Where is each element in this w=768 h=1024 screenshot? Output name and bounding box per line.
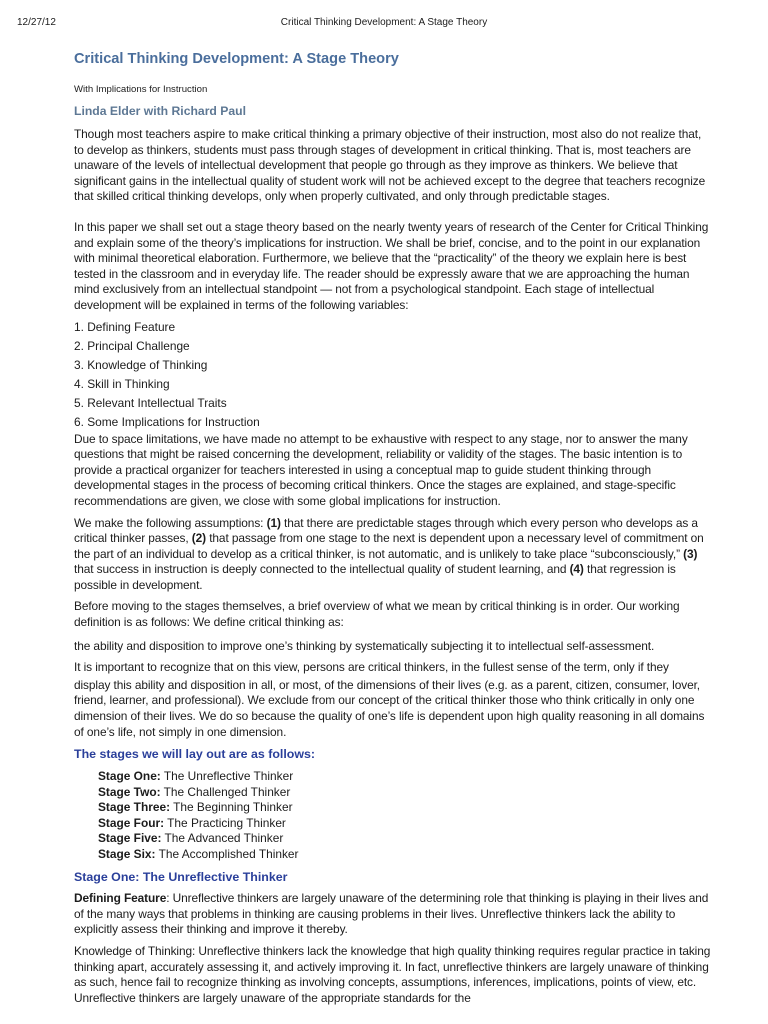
recognition-paragraph: It is important to recognize that on this view, persons are critical thinkers, in the fullest sense of the term, only if they — [74, 660, 669, 675]
assumptions-paragraph — [74, 516, 714, 594]
limitations-paragraph: Due to space limitations, we have made no attempt to be exhaustive with respect to any stage, nor to answer the many questions that might be raised concerning the development, reliability or validity of the stages. The basic intention is to provide a practical organizer for teachers interested in using a conceptual map to guide student thinking through developmental stages in the process of becoming critical thinkers. Once the stages are explained, and stage-specific recommendations are given, we close with some global implications for instruction. — [74, 431, 688, 508]
definition-paragraph: the ability and disposition to improve one’s thinking by systematically subjecting it to intellectual self-assessment. — [74, 638, 655, 653]
assumption-number: (1) — [266, 515, 281, 530]
stage-name: The Advanced Thinker — [161, 831, 284, 846]
article-title: Critical Thinking Development: A Stage Theory — [74, 51, 399, 67]
assumption-number: (3) — [683, 546, 698, 561]
stage-name: The Beginning Thinker — [170, 800, 293, 815]
variables-list — [74, 318, 714, 432]
stage-label: Stage Five: — [98, 831, 162, 846]
stage-label: Stage Two: — [98, 784, 161, 799]
article — [74, 50, 714, 1006]
stage-label: Stage Four: — [98, 815, 165, 830]
article-authors: Linda Elder with Richard Paul — [74, 104, 247, 118]
stage-name: The Accomplished Thinker — [155, 846, 299, 861]
stage-one-heading: Stage One: The Unreflective Thinker — [74, 870, 288, 885]
text-run: that regression is possible in development. — [74, 562, 676, 592]
stages-heading: The stages we will lay out are as follows: — [74, 747, 316, 762]
assumption-number: (2) — [191, 531, 207, 546]
defining-feature-label: Defining Feature — [74, 891, 167, 906]
overview-paragraph: Before moving to the stages themselves, a brief overview of what we mean by critical thinking is in order. Our working definition is as follows: We define critical thinking as: — [74, 599, 680, 630]
list-item — [98, 785, 714, 801]
text-run: that passage from one stage to the next is dependent upon a necessary level of commitment on the part of an individual to develop as a critical thinker, is not automatic, and is unlikely to take place “subconsciously,” — [74, 531, 704, 561]
list-item — [98, 847, 714, 863]
assumption-number: (4) — [569, 562, 584, 577]
text-run: We make the following assumptions: — [74, 515, 267, 530]
list-item — [98, 816, 714, 832]
stage-label: Stage Three: — [98, 800, 171, 815]
list-item: 3. Knowledge of Thinking — [74, 357, 208, 372]
list-item: 4. Skill in Thinking — [74, 376, 170, 391]
list-item: 6. Some Implications for Instruction — [74, 414, 260, 429]
stage-label: Stage Six: — [98, 846, 156, 861]
stage-name: The Practicing Thinker — [164, 815, 286, 830]
intro-paragraph: Though most teachers aspire to make critical thinking a primary objective of their instruction, most also do not realize that, to develop as thinkers, students must pass through stages of development in critical thinking. That is, most teachers are unaware of the levels of intellectual development that people go through as they improve as thinkers. We believe that significant gains in the intellectual quality of student work will not be achieved except to the degree that teachers recognize that skilled critical thinking develops, only when properly cultivated, and only through predictable stages. — [74, 127, 706, 204]
list-item: 1. Defining Feature — [74, 319, 176, 334]
text-run: that success in instruction is deeply connected to the intellectual quality of student learning, and — [74, 562, 570, 577]
print-date: 12/27/12 — [17, 17, 56, 28]
stage-label: Stage One: — [98, 769, 161, 784]
list-item — [98, 800, 714, 816]
print-title: Critical Thinking Development: A Stage Theory — [280, 17, 488, 28]
list-item — [98, 831, 714, 847]
list-item — [98, 769, 714, 785]
text-run: that there are predictable stages through which every person who develops as a critical thinker passes, — [74, 515, 698, 546]
stage-name: The Challenged Thinker — [160, 784, 291, 799]
article-subtitle: With Implications for Instruction — [74, 84, 208, 95]
print-header — [0, 17, 768, 31]
stage-name: The Unreflective Thinker — [160, 769, 294, 784]
list-item: 2. Principal Challenge — [74, 338, 190, 353]
stages-list — [98, 769, 714, 862]
theory-paragraph: In this paper we shall set out a stage theory based on the nearly twenty years of research of the Center for Critical Thinking and explain some of the theory’s implications for instruction. We shall be brief, concise, and to the point in our explanation with minimal theoretical elaboration. Furthermore, we believe that the “practicality” of the theory we explain here is best tested in the classroom and in everyday life. The reader should be expressly aware that we are approaching the human mind exclusively from an intellectual standpoint — not from a psychological standpoint. Each stage of intellectual development will be explained in terms of the following variables: — [74, 219, 709, 312]
text-run: : Unreflective thinkers are largely unaware of the determining role that thinking is playing in their lives and of the many ways that problems in thinking are causing problems in their lives. Unreflective thinkers lack the ability to explicitly assess their thinking and improve it thereby. — [74, 891, 709, 937]
list-item: 5. Relevant Intellectual Traits — [74, 395, 227, 410]
knowledge-paragraph: Knowledge of Thinking: Unreflective thinkers lack the knowledge that high quality thinking requires regular practice in taking thinking apart, accurately assessing it, and actively improving it. In fact, unreflective thinkers are largely unaware of thinking as such, hence fail to recognize thinking as involving concepts, assumptions, inferences, implications, points of view, etc. Unreflective thinkers are largely unaware of the appropriate standards for the — [74, 944, 711, 1005]
dimensions-paragraph: display this ability and disposition in all, or most, of the dimensions of their lives (e.g. as a parent, citizen, consumer, lover, friend, learner, and professional). We exclude from our concept of the critical thinker those who think critically in only one dimension of their lives. We do so because the quality of one’s life is dependent upon high quality reasoning in all domains of one’s life, not simply in one dimension. — [74, 677, 705, 739]
defining-feature-paragraph — [74, 891, 714, 938]
